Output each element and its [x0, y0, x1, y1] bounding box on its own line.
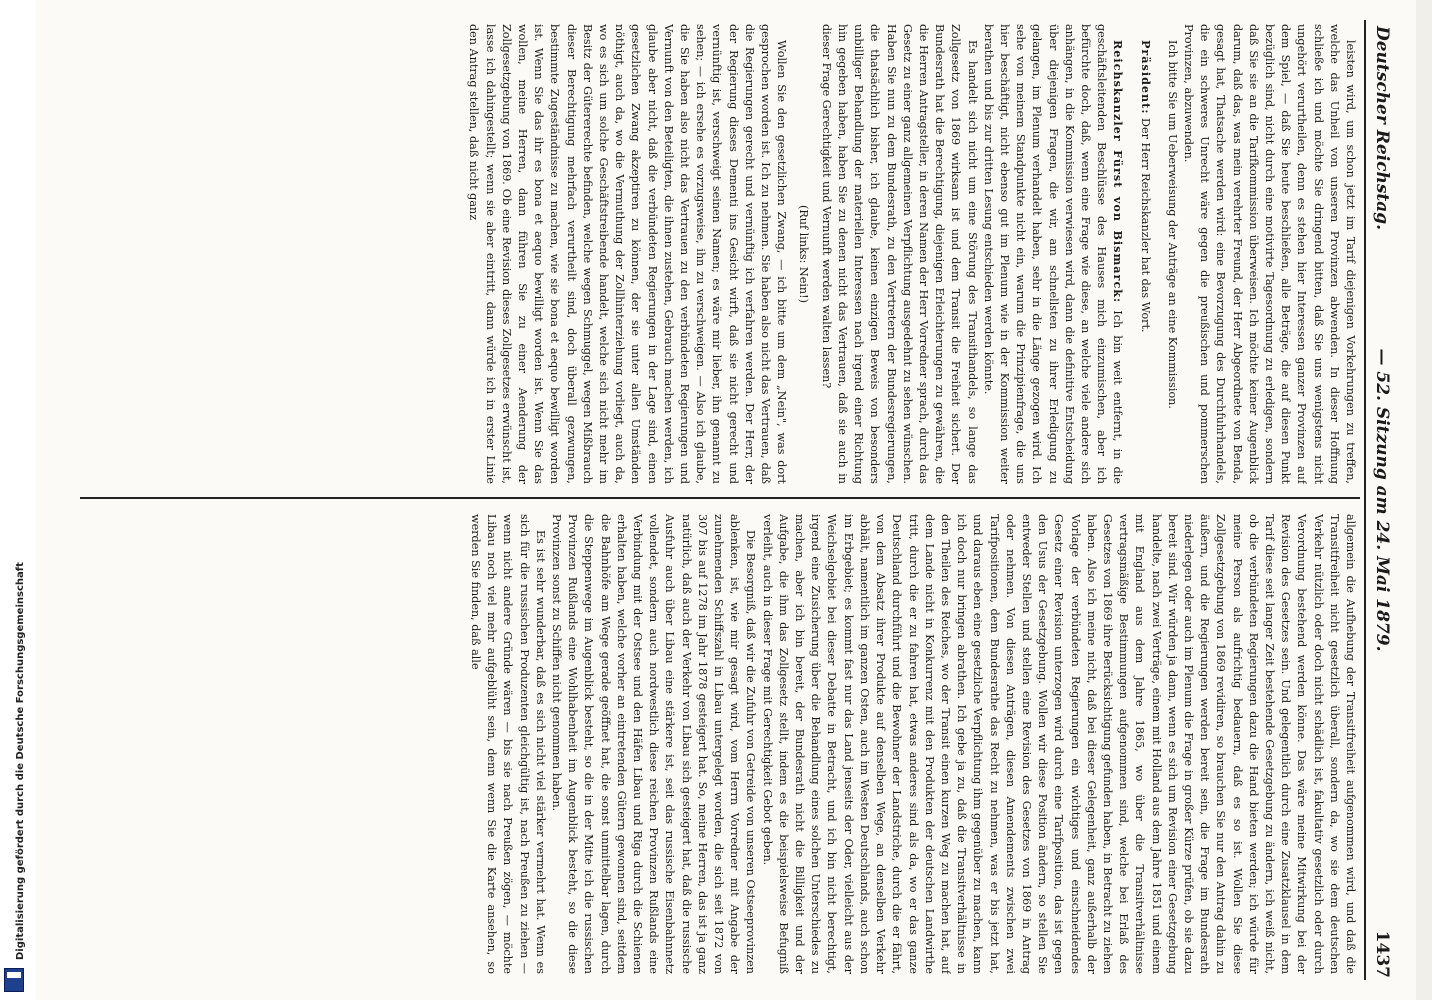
right-column — [78, 514, 1358, 974]
column-divider — [80, 497, 1360, 499]
chancellor-label: Reichskanzler Fürst von Bismarck: — [1111, 40, 1126, 304]
digitization-strip — [0, 0, 28, 1000]
chancellor-text-1: Ich bin weit entfernt, in die geschäftsleitenden Beschlüsse des Hauses mich einzumischen, aber ich befürchte doch, daß, wenn eine Frage wie diese, an welche viele andere sich anhängen, in die Kommission verwiesen wird, dann die definitive Entscheidung über diejenigen Fragen, die wir, am schnellsten zu ihrer Erledigung zu gelangen, im Plenum verhandelt haben, sehr in die Länge gezogen wird. Ich sehe von meinem Standpunkte nicht ein, warum die Prinzipienfrage, die uns hier beschäftigt, nicht ebenso gut im Plenum wie in der Kommission weiter berathen und bis zur dritten Lesung entschieden werden könnte. — [981, 24, 1125, 484]
left-paragraph-1: leisten wird, um schon jetzt im Tarif diejenigen Vorkehrungen zu treffen, welche das Unheil von unseren Provinzen abwenden. In dieser Hoffnung schließe ich und möchte Sie dringend bitten, daß Sie uns wenigstens nicht ungehört verurtheilen, denn es stehen hier Interessen ganzer Provinzen auf dem Spiel, — daß Sie heute beschließen, alle Beträge, die auf diesen Punkt bezüglich sind, nicht durch eine motivirte Tagesordnung zu erledigen, sondern daß Sie sie an die Tarifkommission überweisen. Ich möchte keiner Augenblick darum, daß das, was mein verehrter Freund, der Herr Abgeordnete von Benda, gesagt hat, Thatsache werden wird: eine Bevorzugung des Durchfuhrhandels, die ein schweres Unrecht wäre gegen die preußischen und pommerschen Provinzen, abzuwenden. — [1181, 24, 1357, 484]
left-paragraph-2: Ich bitte Sie um Ueberweisung der Anträge an eine Kommission. — [1165, 40, 1179, 409]
page-edge — [1416, 0, 1432, 1000]
president-label: Präsident: — [1138, 40, 1153, 115]
right-paragraph-2: Die Besorgniß, daß wir die Zufuhr von Getreide von unseren Ostseeprovinzen ablenken, ist, wie mir gesagt wird, vom Herrn Vorredner mit Angabe der zunehmenden Schiffszahl in Libau untergelegt worden, die sich seit 1872 von 307 bis auf 1278 im Jahr 1878 gesteigert hat. So, meine Herren, das ist ja ganz natürlich, daß auch der Verkehr von Libau sich gesteigert hat, daß die russische Ausfuhr auch über Libau eine stärkere ist, seit das russische Eisenbahnnetz vollendet, sondern auch nordwestlich diese reichen Provinzen Rußlands eine Verbindung mit der Ostsee und den Häfen Libau und Riga durch die Schienen erhalten haben, welche vorher an eintretenden Gütern gewonnen sind, seitdem die Bahnhöfe am Wege gerade geöffnet hat, die sonst unmittelbar lagen, durch die Steppenwege im Augenblick besteht, so die in der Mitte ich die russischen Provinzen Rußlands eine Wohlhabenheit im Augenblick besteht, so die diese Provinzen sonst zu Schiffen nicht genommen haben. — [550, 514, 758, 974]
header-title: Deutscher Reichstag. — [1372, 26, 1392, 231]
dfg-logo-icon — [4, 968, 24, 992]
scanned-page — [36, 0, 1432, 1000]
president-text: Der Herr Reichskanzler hat das Wort. — [1138, 118, 1152, 333]
header-rule — [1364, 20, 1366, 980]
chancellor-speech-1 — [980, 24, 1127, 484]
chancellor-speech-2: Es handelt sich nicht um eine Störung des Transithandels, so lange das Zollgesetz von 1869 wirksam ist und dem Transit die Freiheit sichert. Der Bundesrath hat die Berechtigung, diejenigen Erleichterungen zu gewähren, die die Herren Antragsteller, in deren Namen der Herr Vorredner sprach, durch das Gesetz zu einer ganz allgemeinen Verpflichtung ausgedehnt zu sehen wünschen. Haben Sie nun zu dem Bundesrath, zu den Vertretern der Bundesregierungen, die thatsächlich bisher, ich glaube, keinen einzigen Beweis von besonders unbilliger Behandlung der materiellen Interessen nach irgend einer Richtung hin gegeben haben, haben Sie zu denen nicht das Vertrauen, daß sie auch in dieser Frage Gerechtigkeit und Vernunft werden walten lassen? — [819, 24, 979, 484]
page-number: 1437 — [1372, 930, 1392, 978]
header-session: — 52. Sitzung am 24. Mai 1879. — [1372, 348, 1392, 652]
interjection: (Ruf links: Nein!) — [797, 205, 811, 303]
right-paragraph-1: allgemein die Aufhebung der Transitfreiheit aufgenommen wird, und daß die Transitfreiheit nicht gesetzlich überall, sondern da, wo sie dem deutschen Verkehr nützlich oder doch nicht schädlich ist, fakultativ gesetzlich oder durch Verordnung bestehend werden könne. Das wäre meine Mitwirkung bei der Revision des Gesetzes sein. Und gelegentlich durch eine Zusatzklausel in dem Tarif diese seit langer Zeit bestehende Gesetzgebung zu ändern, ich weiß nicht, ob die verbündeten Regierungen dazu die Hand bieten werden; ich würde für meine Person als aufrichtig bedauern, daß es so ist. Wollen Sie diese Zollgesetzgebung von 1869 revidiren, so brauchen Sie nur den Antrag dahin zu äußern, und die Regierungen werden bereit sein, die Frage im Bundesrath niederlegen oder auch im Plenum die Frage in großer Kürze prüfen, ob sie dazu bereit sind. Wir würden ja dann, wenn es sich um Revision einer Gesetzgebung handelte, nach zwei Verträge, einem mit Holland aus dem Jahre 1851 und einem mit England aus dem Jahre 1865, wo über die Transitverhältnisse vertragsmäßige Bestimmungen aufgenommen sind, welche bei Erlaß des Gesetzes von 1869 ihre Berücksichtigung gefunden haben, in Betracht zu ziehen haben. Also ich meine nicht, daß bei dieser Gelegenheit, ganz außerhalb der Vorlage der verbündeten Regierungen ein wichtiges und einschneidendes Gesetz einer Revision unterzogen wird durch eine Tarifposition, das ist gegen den Usus der Gesetzgebung. Wollen wir diese Position ändern, so stellen Sie entweder Stellen und stellen eine Revision des Gesetzes von 1869 in Antrag oder nehmen. Von diesen Anträgen, diesen Amendements zwischen zwei Tarifpositionen, dem Bundesrathe das Recht zu nehmen, was er bis jetzt hat, und daraus eben eine gesetzliche Verpflichtung ihm gegenüber zu machen, kann ich doch nur bringen abrathen. Ich gebe ja zu, daß die Transitverhältnisse in den Theilen des Reiches, wo der Transit einen kurzen Weg zu machen hat, auf dem Lande nicht in Konkurrenz mit den Produkten der deutschen Landwirthe tritt, durch die er zu fahren hat, etwas anderes sind als da, wo er das ganze Deutschland durchführt und die Bewohner der Landstriche, durch die er fährt, von dem Absatz ihrer Produkte auf denselben Wege, an denselben Verkehr abhält, namentlich im ganzen Osten, auch im Westen Deutschlands, auch schon im Erbgebiet; es kommt fast nur das Land jenseits der Oder, vielleicht aus der Weichselgebiet bei dieser Debatte in Betracht, und ich bin nicht berechtigt, irgend eine Zusicherung über die Behandlung eines solchen Unterschiedes zu machen, aber ich bin bereit, der Bundesrath nicht die Billigkeit und der Aufgabe, die ihm das Zollgesetz stellt, indem es die beispielsweise Befugniß verleiht, auch in dieser Frage mit Gerechtigkeit Gebot geben. — [760, 514, 1357, 974]
president-statement — [1136, 24, 1153, 484]
left-column — [78, 24, 1358, 484]
digitization-note: Digitalisierung gefördert durch die Deutsche Forschungsgemeinschaft — [15, 562, 26, 960]
chancellor-speech-3: Wollen Sie den gesetzlichen Zwang, — ich bitte um dem „Nein", was dort gesprochen worden ist. Ich zu nehmen. Sie haben also nicht das Vertrauen, daß die Regierungen gerecht und vernünftig ich verfahren werden. Der Herr, der der Regierung dieses Dementi ins Gesicht wirft, daß sie nicht gerecht und vernünftig ist, verschweigt seinen Namen; es wäre mir lieber, ihn genannt zu sehen; — ich ersehe es vorzugsweise, ihn zu verschweigen. — Also ich glaube, die Sie haben also nicht das Vertrauen zu den verbündeten Regierungen und Vernunft von den Beteiligten, die ihnen zustehen, Gebrauch machen werden, ich glaube aber nicht, daß die verbündeten Regierungen in der Lage sind, einen gesetzlichen Zwang akzeptiren zu können, der sie unter allen Umständen nöthigt, auch da, wo die Vermuthung der Zollhinterziehung vorliegt, auch da, wo es sich um solche Geschäftstreibende handelt, welche sich nicht mehr im Besitz der Gütererechte befinden, welche wegen Schmuggel, wegen Mißbrauch dieser Berechtigung mehrfach verurtheilt sind, doch überall gezwungen, bestimmte Zugeständnisse zu machen, wie sie bona et aequo bewilligt worden ist. Wenn Sie das ihr es bona et aequo bewilligt worden ist. Wenn Sie das wollen, meine Herren, dann führen Sie zu einer Aenderung der Zollgesetzgebung von 1869. Ob eine Revision dieses Zollgesetzes erwünscht ist, lasse ich dahingestellt; wenn sie aber eintritt, dann würde ich in erster Linie den Antrag stellen, daß nicht ganz — [467, 24, 789, 484]
right-paragraph-3: Es ist sehr wunderbar, daß es sich nicht viel stärker vermehrt hat. Wenn es sich für die russischen Produzenten gleichgültig ist, nach Preußen zu ziehen — wenn nicht andere Gründe wären — bis sie nach Preußen zögen, — möchte Libau noch viel mehr aufgeblüht sein, denn wenn Sie die Karte ansehen, so werden Sie finden, daß alle — [469, 514, 547, 974]
rotated-page-content — [70, 0, 1400, 1000]
running-header — [1366, 0, 1400, 1000]
